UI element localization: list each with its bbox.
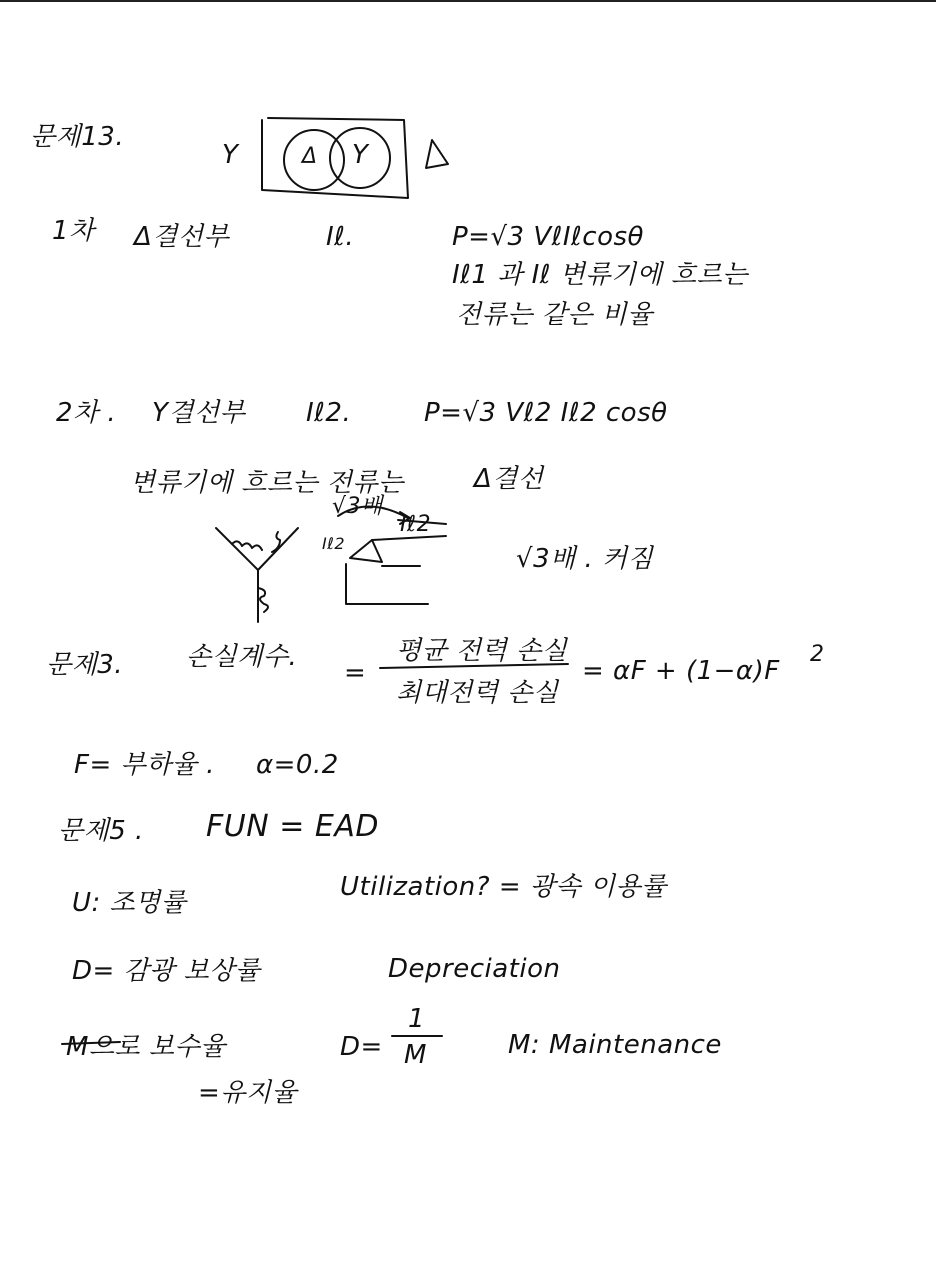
f-definition: F= 부하율 . bbox=[74, 750, 215, 780]
u-definition: U: 조명률 bbox=[72, 888, 187, 918]
secondary-label: 2차 . bbox=[56, 398, 117, 428]
alpha-definition: α=0.2 bbox=[256, 750, 339, 780]
d-fraction-numerator: 1 bbox=[408, 1004, 426, 1034]
loss-rhs: = αF + (1−α)F bbox=[582, 656, 780, 686]
primary-note-line2: 전류는 같은 비율 bbox=[456, 300, 653, 330]
il2-annotation: Iℓ2 bbox=[400, 512, 432, 537]
maintenance-note: M: Maintenance bbox=[508, 1030, 722, 1060]
loss-exponent: 2 bbox=[810, 642, 825, 667]
primary-current: Iℓ. bbox=[326, 222, 355, 252]
ip2-annotation: Iℓ2 bbox=[322, 534, 346, 553]
loss-factor-term: 손실계수. bbox=[186, 642, 298, 672]
utilization-note: Utilization? = 광속 이용률 bbox=[340, 872, 667, 902]
m-alias: =유지율 bbox=[198, 1078, 298, 1108]
struck-word bbox=[62, 1042, 120, 1044]
d-definition: D= 감광 보상률 bbox=[72, 956, 261, 986]
box-delta-mark: Δ bbox=[302, 144, 318, 169]
depreciation-note: Depreciation bbox=[388, 954, 561, 984]
secondary-connection: Y결선부 bbox=[152, 398, 246, 428]
lighting-formula: FUN = EAD bbox=[206, 809, 379, 844]
secondary-power-formula: P=√3 Vℓ2 Iℓ2 cosθ bbox=[424, 398, 668, 428]
primary-power-formula: P=√3 VℓIℓcosθ bbox=[452, 222, 644, 252]
root3-annotation: √3배 bbox=[332, 494, 383, 519]
primary-connection: Δ결선부 bbox=[134, 222, 230, 252]
d-fraction-denominator: M bbox=[404, 1040, 427, 1070]
loss-equals: = bbox=[344, 658, 367, 688]
problem-loss-label: 문제3. bbox=[46, 650, 124, 680]
primary-label: 1차 bbox=[52, 216, 95, 246]
problem15-label: 문제5 . bbox=[58, 816, 144, 846]
y-connection-mark: Y bbox=[222, 140, 239, 170]
loss-denominator: 최대전력 손실 bbox=[396, 678, 559, 708]
secondary-note-delta: Δ결선 bbox=[474, 464, 544, 494]
problem13-label: 문제13. bbox=[30, 122, 125, 152]
d-fraction-lhs: D= bbox=[340, 1032, 383, 1062]
m-definition: M으로 보수율 bbox=[66, 1032, 226, 1062]
loss-numerator: 평균 전력 손실 bbox=[396, 636, 568, 666]
secondary-note-line1: 변류기에 흐르는 전류는 bbox=[130, 468, 404, 498]
primary-note-line1: Iℓ1 과 Iℓ 변류기에 흐르는 bbox=[452, 260, 748, 290]
secondary-current: Iℓ2. bbox=[306, 398, 352, 428]
box-y-mark: Y bbox=[352, 140, 369, 170]
secondary-result: √3배 . 커짐 bbox=[516, 544, 654, 574]
